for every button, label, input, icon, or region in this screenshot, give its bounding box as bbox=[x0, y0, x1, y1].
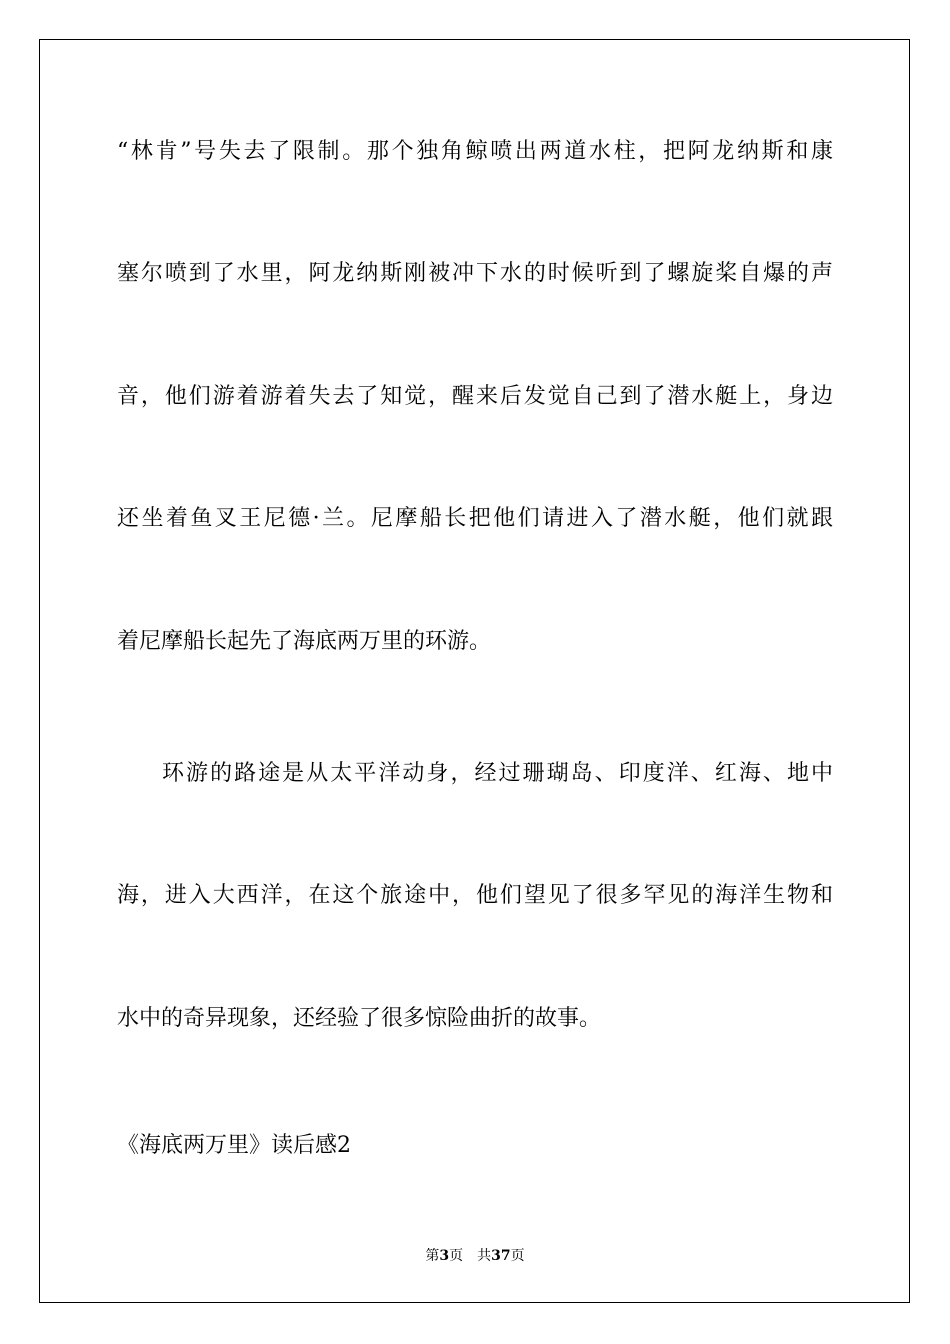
paragraph-line-6: 环游的路途是从太平洋动身，经过珊瑚岛、印度洋、红海、地中 bbox=[162, 761, 833, 786]
paragraph-line-7: 海，进入大西洋，在这个旅途中，他们望见了很多罕见的海洋生物和 bbox=[117, 883, 833, 908]
paragraph-line-5: 着尼摩船长起先了海底两万里的环游。 bbox=[117, 629, 492, 654]
page-border bbox=[39, 39, 910, 1303]
paragraph-line-2: 塞尔喷到了水里，阿龙纳斯刚被冲下水的时候听到了螺旋桨自爆的声 bbox=[117, 261, 833, 286]
footer-page-number: 3 bbox=[439, 1248, 450, 1264]
paragraph-line-4: 还坐着鱼叉王尼德·兰。尼摩船长把他们请进入了潜水艇，他们就跟 bbox=[117, 506, 833, 531]
footer-total-suffix: 页 bbox=[510, 1248, 525, 1264]
page-footer bbox=[0, 1247, 950, 1265]
section-heading: 《海底两万里》读后感2 bbox=[117, 1133, 351, 1158]
paragraph-line-3: 音，他们游着游着失去了知觉，醒来后发觉自己到了潜水艇上，身边 bbox=[117, 384, 833, 409]
paragraph-line-1: “林肯”号失去了限制。那个独角鲸喷出两道水柱，把阿龙纳斯和康 bbox=[117, 139, 833, 164]
footer-page-prefix: 第 bbox=[425, 1248, 440, 1264]
paragraph-line-8: 水中的奇异现象，还经验了很多惊险曲折的故事。 bbox=[117, 1006, 602, 1031]
footer-page-suffix: 页 bbox=[449, 1248, 464, 1264]
footer-total-prefix: 共 bbox=[477, 1248, 492, 1264]
footer-total-pages: 37 bbox=[491, 1248, 511, 1264]
